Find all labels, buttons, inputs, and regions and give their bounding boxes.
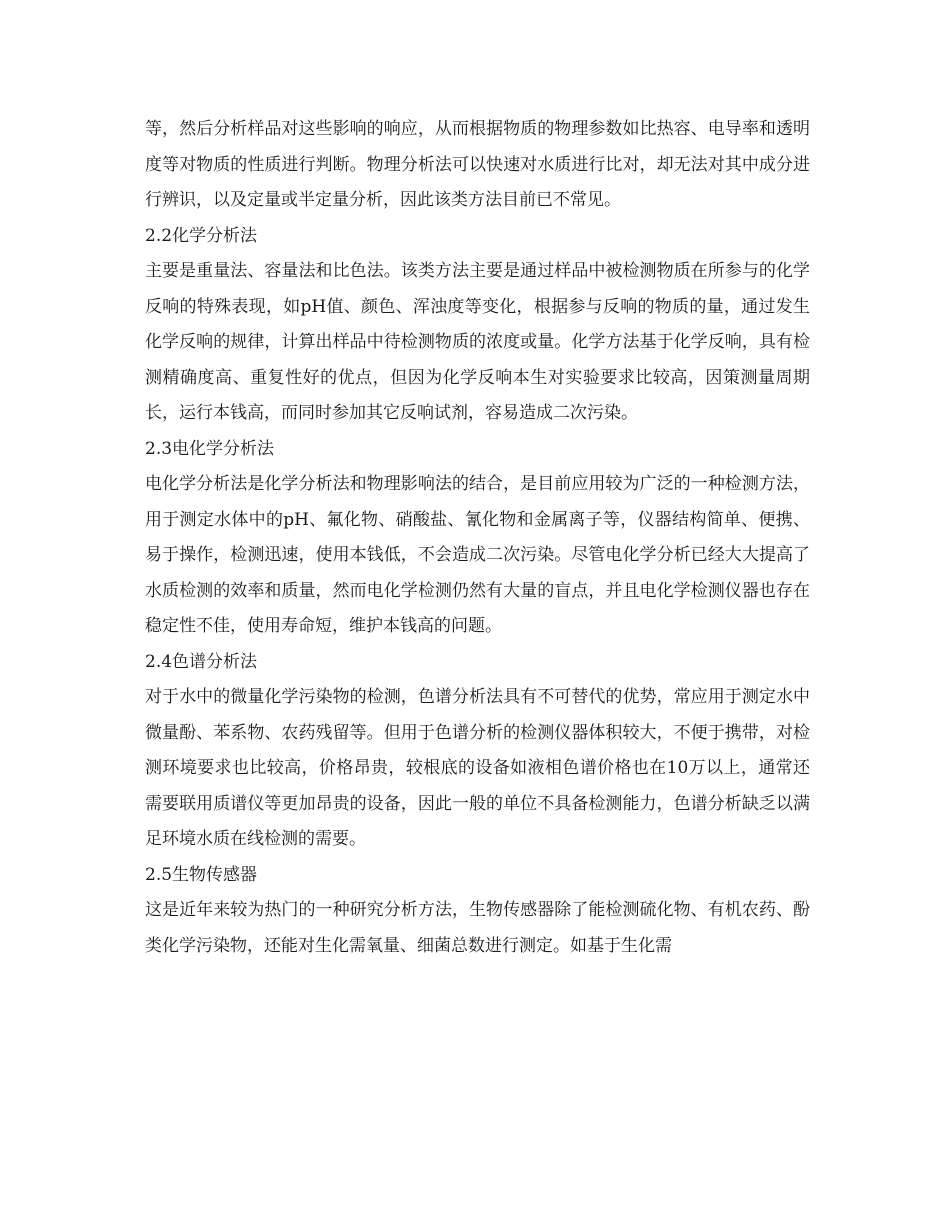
section-heading: 2.2化学分析法 [145,225,258,246]
section-chromatography-analysis [145,645,810,858]
intro-paragraph: 等，然后分析样品对这些影响的响应，从而根据物质的物理参数如比热容、电导率和透明度等对物质的性质进行判断。物理分析法可以快速对水质进行比对，却无法对其中成分进行辨识，以及定量或半定量分析，因此该类方法目前已不常见。 [145,119,810,210]
section-paragraph: 电化学分析法是化学分析法和物理影响法的结合，是目前应用较为广泛的一种检测方法，用于测定水体中的pH、氟化物、硝酸盐、氰化物和金属离子等，仪器结构简单、便携、易于操作，检测迅速，使用本钱低，不会造成二次污染。尽管电化学分析已经大大提高了水质检测的效率和质量，然而电化学检测仍然有大量的盲点，并且电化学检测仪器也存在稳定性不佳，使用寿命短，维护本钱高的问题。 [145,474,810,636]
section-heading: 2.4色谱分析法 [145,651,258,672]
section-paragraph: 对于水中的微量化学污染物的检测，色谱分析法具有不可替代的优势，常应用于测定水中微量酚、苯系物、农药残留等。但用于色谱分析的检测仪器体积较大，不便于携带，对检测环境要求也比较高，价格昂贵，较根底的设备如液相色谱价格也在10万以上，通常还需要联用质谱仪等更加昂贵的设备，因此一般的单位不具备检测能力，色谱分析缺乏以满足环境水质在线检测的需要。 [145,687,810,849]
section-chemical-analysis [145,219,810,432]
section-paragraph: 这是近年来较为热门的一种研究分析方法，生物传感器除了能检测硫化物、有机农药、酚类化学污染物，还能对生化需氧量、细菌总数进行测定。如基于生化需 [145,900,810,956]
section-heading: 2.3电化学分析法 [145,438,275,459]
section-biosensor [145,858,810,965]
section-paragraph: 主要是重量法、容量法和比色法。该类方法主要是通过样品中被检测物质在所参与的化学反响的特殊表现，如pH值、颜色、浑浊度等变化，根据参与反响的物质的量，通过发生化学反响的规律，计算出样品中待检测物质的浓度或量。化学方法基于化学反响，具有检测精确度高、重复性好的优点，但因为化学反响本生对实验要求比较高，因策测量周期长，运行本钱高，而同时参加其它反响试剂，容易造成二次污染。 [145,261,810,423]
document-page [145,112,810,964]
section-heading: 2.5生物传感器 [145,864,258,885]
section-electrochemical-analysis [145,432,810,645]
